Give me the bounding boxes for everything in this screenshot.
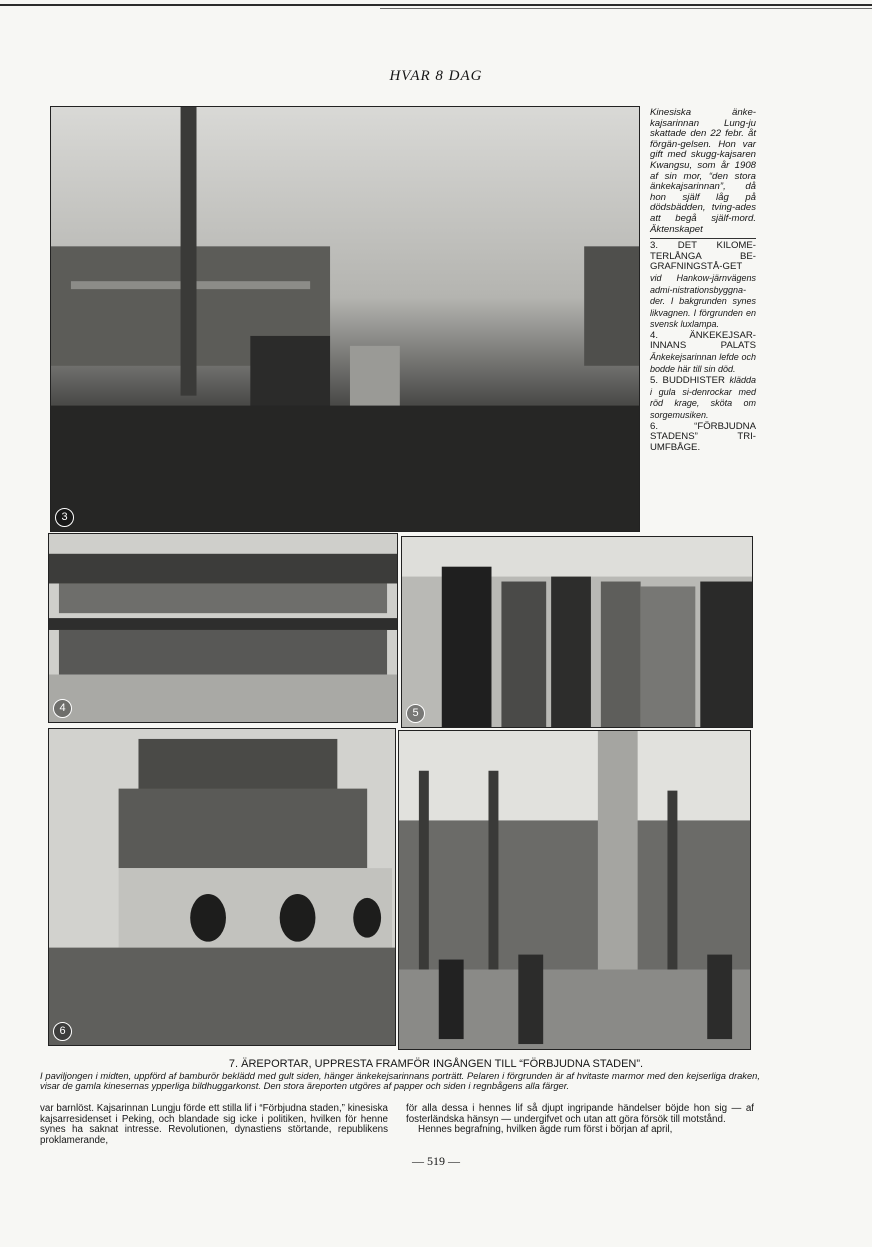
top-rule	[0, 4, 872, 6]
sidebar-item-heading: 5. BUDDHISTER	[650, 375, 725, 387]
photo-triumphal-arch	[48, 728, 396, 1046]
sidebar-item-heading: 4. ÄNKEKEJSAR-INNANS PALATS	[650, 329, 756, 352]
divider	[650, 238, 756, 239]
caption-body: I paviljongen i midten, uppförd af bamburör beklädd med gult siden, hänger änkekejsarinnans porträtt. Pelaren i förgrunden är af hvitaste marmor med den kejserliga draken, visar de gamla kinesernas ypperliga bildhuggarkonst. Den stora äreporten utgöres af papper och siden i regnbågens alla färger.	[40, 1070, 760, 1092]
photo-number-badge: 5	[406, 704, 425, 723]
paragraph: var barnlöst. Kajsarinnan Lungju förde ett stilla lif i “Förbjudna staden,” kinesiska kajsarresidenset i Peking, och blandade sig icke i politiken, hvilken för henne synes ha saknat intresse. Revolutionen, dynastiens störtande, republikens proklamerande,	[40, 1103, 388, 1146]
photo-palace	[48, 533, 398, 723]
sidebar-item-description: vid Hankow-järnvägens admi-nistrationsbyggna-der. I bakgrunden synes likvagnen. I förgrunden en svensk luxlampa.	[650, 272, 756, 330]
paragraph: för alla dessa i hennes lif så djupt ingripande händelser böjde hon sig — af fosterländska hänsyn — undergifvet och utan att göra försök till motstånd.	[406, 1103, 754, 1125]
photo-number-badge: 4	[53, 699, 72, 718]
sidebar-intro: Kinesiska änke-kajsarinnan Lung-ju skattade den 22 febr. åt förgän-gelsen. Hon var gift med skugg-kajsaren Kwangsu, som år 1908 af sin mor, “den stora änkekajsarinnan”, då hon själf låg på dödsbädden, tving-ades att begå själf-mord. Äktenskapet	[650, 107, 756, 235]
paragraph: Hennes begrafning, hvilken ägde rum först i början af april,	[418, 1124, 673, 1136]
page-number: — 519 —	[412, 1154, 460, 1168]
sidebar-item-heading: 3. DET KILOME-TERLÅNGA BE-GRAFNINGSTÅ-GET	[650, 240, 756, 273]
sidebar-item-heading: 6. “FÖRBJUDNA STADENS” TRI-UMFBÅGE.	[650, 420, 756, 453]
photo-buddhist-monks	[401, 536, 753, 728]
sidebar-captions	[650, 108, 756, 453]
sidebar-item-description: klädda i gula si-denrockar med röd krage, sköta om sorgemusiken.	[650, 375, 757, 421]
top-rule-secondary	[380, 8, 872, 9]
masthead: HVAR 8 DAG	[389, 68, 483, 84]
photo-number-badge: 3	[55, 508, 74, 527]
caption-title: 7. ÄREPORTAR, UPPRESTA FRAMFÖR INGÅNGEN TILL “FÖRBJUDNA STADEN”.	[228, 1058, 644, 1070]
body-text-left	[40, 1104, 388, 1146]
photo-honour-gates	[398, 730, 751, 1050]
photo-number-badge: 6	[53, 1022, 72, 1041]
body-text-right	[406, 1104, 754, 1136]
photo-funeral-procession	[50, 106, 640, 532]
sidebar-item-description: Änkekejsarinnan lefde och bodde här till sin död.	[650, 352, 756, 374]
